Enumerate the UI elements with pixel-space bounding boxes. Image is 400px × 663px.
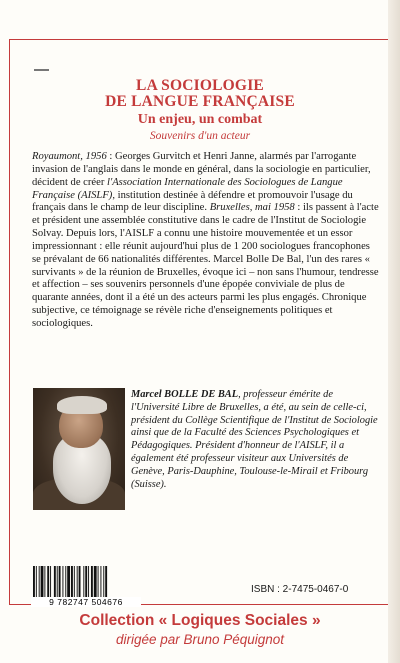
barcode-bar — [100, 566, 101, 600]
barcode-bar — [91, 566, 93, 600]
page-edge — [388, 0, 400, 663]
barcode-bar — [36, 566, 37, 600]
barcode-bar — [74, 566, 75, 600]
blurb — [32, 151, 380, 331]
barcode-bar — [62, 566, 63, 600]
collection-name: Collection « Logiques Sociales » — [79, 612, 321, 629]
decorative-dash — [34, 69, 49, 71]
barcode-bar — [79, 566, 81, 600]
barcode-bar — [83, 566, 84, 600]
collection-director: dirigée par Bruno Péquignot — [115, 632, 285, 647]
barcode-bar — [59, 566, 61, 600]
book-tagline: Souvenirs d'un acteur — [149, 130, 251, 142]
barcode-bar — [65, 566, 66, 600]
blurb-org-name: l'Association Internationale des Sociologues de Langue Française (AISLF) — [32, 176, 343, 201]
barcode-bar — [33, 566, 35, 600]
barcode-bar — [67, 566, 70, 600]
book-title-line1: LA SOCIOLOGIE — [136, 77, 264, 94]
barcode-bar — [41, 566, 44, 600]
barcode-bar — [47, 566, 49, 600]
blurb-place-date: Royaumont, 1956 — [32, 151, 107, 162]
blurb-text-a: : Georges Gurvitch et Henri Janne, alarmés par l'arrogante invasion de l'anglais dans le monde en général, dans la sociologie en particulier, décident de créer — [32, 151, 371, 188]
barcode-bar — [44, 566, 45, 600]
author-bio-text: , professeur émérite de l'Université Libre de Bruxelles, a été, au sein de celle-ci, président du Collège Scientifique de l'Institut de Sociologie ainsi que de la Faculté des Sciences Psychologiques et Pédagogiques. Président d'honneur de l'AISLF, il a également été professeur visiteur aux Universités de Genève, Paris-Dauphine, Toulouse-le-Mirail et Fribourg (Suisse). — [131, 389, 378, 490]
blurb-paragraph — [32, 151, 380, 331]
blurb-text-c: : ils passent à l'acte et président une assemblée constitutive dans le cadre de l'Institut de Sociologie Solvay. Depuis lors, l'AISLF a connu une histoire mouvementée et un essor impressionnant : elle réunit aujourd'hui plus de 1 200 sociologues francophones se prévalant de 66 nationalités différentes. Marcel Bolle De Bal, l'un des rares « survivants » de la réunion de Bruxelles, évoque ici – non sans l'humour, tendresse et affection – ses souvenirs personnels d'une épopée conviviale de plus de quarante années, dont il a été un des acteurs parmi les plus engagés. Chronique subjective, ce témoignage se révèle riche d'enseignements politiques et sociologiques. — [32, 202, 379, 329]
author-bio — [131, 389, 383, 491]
author-name: Marcel BOLLE DE BAL — [131, 389, 239, 400]
barcode-digits: 9 782747 504676 — [31, 597, 141, 607]
barcode-bar — [54, 566, 56, 600]
portrait-hair — [57, 396, 107, 414]
book-title — [20, 78, 380, 110]
barcode-bar — [77, 566, 78, 600]
barcode-bar — [71, 566, 73, 600]
blurb-text-b: , institution destinée à défendre et promouvoir l'usage du français dans le champ de leur discipline. — [32, 189, 353, 214]
blurb-second-date: Bruxelles, mai 1958 — [209, 202, 295, 214]
author-portrait-photo — [33, 388, 125, 510]
barcode-bar — [57, 566, 58, 600]
barcode-bar — [105, 566, 107, 600]
barcode-bar — [98, 566, 99, 600]
barcode-bar — [39, 566, 40, 600]
isbn: ISBN : 2-7475-0467-0 — [251, 584, 349, 595]
book-subtitle: Un enjeu, un combat — [137, 112, 263, 127]
barcode-bar — [85, 566, 87, 600]
barcode-bar — [103, 566, 104, 600]
barcode-bar — [88, 566, 89, 600]
barcode-bars — [31, 566, 139, 600]
barcode-bar — [50, 566, 51, 600]
book-title-line2: DE LANGUE FRANÇAISE — [105, 93, 295, 110]
barcode-bar — [94, 566, 97, 600]
